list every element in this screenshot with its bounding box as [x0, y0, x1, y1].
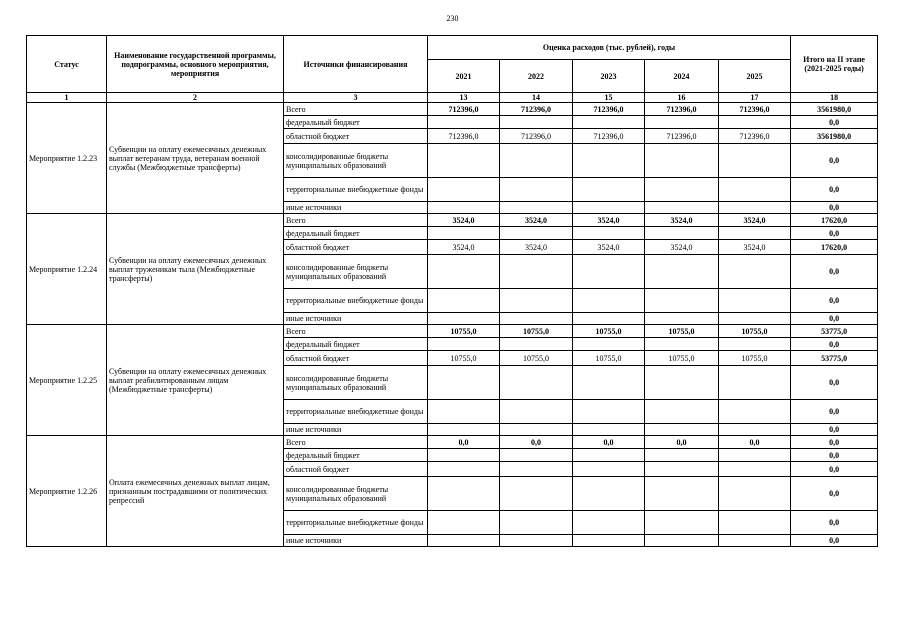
value-cell [428, 116, 500, 129]
total-cell: 0,0 [791, 313, 878, 325]
value-cell: 3524,0 [719, 214, 791, 227]
value-cell [645, 511, 719, 535]
value-cell [428, 462, 500, 477]
header-sources: Источники финансирования [284, 36, 428, 93]
value-cell: 10755,0 [428, 325, 500, 338]
funding-source-cell: федеральный бюджет [284, 227, 428, 240]
funding-source-cell: территориальные внебюджетные фонды [284, 511, 428, 535]
value-cell [719, 313, 791, 325]
value-cell [428, 511, 500, 535]
value-cell: 3524,0 [500, 240, 573, 255]
value-cell [500, 178, 573, 202]
value-cell: 3524,0 [645, 240, 719, 255]
value-cell [428, 477, 500, 511]
value-cell [428, 424, 500, 436]
value-cell [573, 511, 645, 535]
value-cell [573, 144, 645, 178]
total-cell: 0,0 [791, 338, 878, 351]
header-estimate: Оценка расходов (тыс. рублей), годы [428, 36, 791, 60]
total-cell: 0,0 [791, 255, 878, 289]
value-cell [645, 227, 719, 240]
header-name: Наименование государственной программы, подпрограммы, основного мероприятия, мероприятия [107, 36, 284, 93]
value-cell [500, 477, 573, 511]
total-cell: 0,0 [791, 462, 878, 477]
total-cell: 0,0 [791, 366, 878, 400]
value-cell [719, 144, 791, 178]
value-cell [573, 227, 645, 240]
column-number: 13 [428, 93, 500, 103]
column-numbers-row [27, 93, 878, 103]
value-cell [500, 255, 573, 289]
value-cell [500, 116, 573, 129]
value-cell [719, 477, 791, 511]
value-cell: 3524,0 [573, 240, 645, 255]
value-cell [719, 511, 791, 535]
value-cell [645, 424, 719, 436]
funding-source-cell: федеральный бюджет [284, 116, 428, 129]
value-cell [645, 289, 719, 313]
total-cell: 0,0 [791, 289, 878, 313]
value-cell: 712396,0 [573, 129, 645, 144]
value-cell [428, 338, 500, 351]
header-year: 2023 [573, 60, 645, 93]
value-cell: 10755,0 [719, 351, 791, 366]
value-cell [428, 227, 500, 240]
value-cell [719, 255, 791, 289]
value-cell: 712396,0 [428, 129, 500, 144]
measure-name-cell: Субвенции на оплату ежемесячных денежных выплат ветеранам труда, ветеранам военной службы (Межбюджетные трансферты) [107, 103, 284, 214]
funding-source-cell: консолидированные бюджеты муниципальных образований [284, 144, 428, 178]
column-number: 2 [107, 93, 284, 103]
value-cell [719, 338, 791, 351]
total-cell: 0,0 [791, 400, 878, 424]
value-cell [573, 338, 645, 351]
total-cell: 0,0 [791, 144, 878, 178]
value-cell [428, 535, 500, 547]
column-number: 17 [719, 93, 791, 103]
value-cell [500, 366, 573, 400]
table-row [27, 103, 878, 116]
value-cell [645, 449, 719, 462]
value-cell [573, 178, 645, 202]
status-cell: Мероприятие 1.2.24 [27, 214, 107, 325]
value-cell [573, 313, 645, 325]
value-cell [645, 400, 719, 424]
column-number: 14 [500, 93, 573, 103]
value-cell [500, 449, 573, 462]
value-cell [573, 462, 645, 477]
funding-source-cell: консолидированные бюджеты муниципальных образований [284, 477, 428, 511]
funding-source-cell: областной бюджет [284, 351, 428, 366]
value-cell [719, 462, 791, 477]
value-cell: 10755,0 [573, 325, 645, 338]
column-number: 16 [645, 93, 719, 103]
value-cell: 0,0 [428, 436, 500, 449]
total-cell: 0,0 [791, 227, 878, 240]
value-cell [500, 227, 573, 240]
value-cell [500, 144, 573, 178]
value-cell: 712396,0 [645, 129, 719, 144]
funding-source-cell: иные источники [284, 535, 428, 547]
total-cell: 17620,0 [791, 240, 878, 255]
total-cell: 0,0 [791, 424, 878, 436]
value-cell [719, 449, 791, 462]
measure-name-cell: Субвенции на оплату ежемесячных денежных выплат реабилитированным лицам (Межбюджетные трансферты) [107, 325, 284, 436]
funding-source-cell: иные источники [284, 424, 428, 436]
value-cell [645, 338, 719, 351]
value-cell: 712396,0 [500, 103, 573, 116]
value-cell [645, 366, 719, 400]
value-cell: 3524,0 [500, 214, 573, 227]
value-cell [645, 462, 719, 477]
value-cell [645, 255, 719, 289]
value-cell: 712396,0 [645, 103, 719, 116]
funding-source-cell: территориальные внебюджетные фонды [284, 400, 428, 424]
value-cell [428, 289, 500, 313]
total-cell: 17620,0 [791, 214, 878, 227]
value-cell [719, 424, 791, 436]
value-cell [645, 535, 719, 547]
value-cell [645, 178, 719, 202]
value-cell [573, 366, 645, 400]
page-number: 230 [446, 14, 459, 23]
funding-source-cell: консолидированные бюджеты муниципальных образований [284, 366, 428, 400]
table-row [27, 214, 878, 227]
value-cell [573, 477, 645, 511]
value-cell: 10755,0 [428, 351, 500, 366]
value-cell [500, 511, 573, 535]
funding-source-cell: Всего [284, 103, 428, 116]
value-cell: 0,0 [500, 436, 573, 449]
total-cell: 3561980,0 [791, 103, 878, 116]
value-cell: 3524,0 [719, 240, 791, 255]
value-cell: 0,0 [573, 436, 645, 449]
funding-source-cell: Всего [284, 325, 428, 338]
value-cell [573, 449, 645, 462]
value-cell: 712396,0 [428, 103, 500, 116]
value-cell [573, 289, 645, 313]
value-cell: 712396,0 [573, 103, 645, 116]
funding-source-cell: Всего [284, 436, 428, 449]
funding-source-cell: областной бюджет [284, 240, 428, 255]
value-cell: 3524,0 [645, 214, 719, 227]
table-row [27, 325, 878, 338]
column-number: 1 [27, 93, 107, 103]
status-cell: Мероприятие 1.2.26 [27, 436, 107, 547]
value-cell: 10755,0 [573, 351, 645, 366]
value-cell [645, 313, 719, 325]
value-cell [719, 178, 791, 202]
funding-source-cell: территориальные внебюджетные фонды [284, 178, 428, 202]
funding-source-cell: иные источники [284, 202, 428, 214]
header-year: 2021 [428, 60, 500, 93]
total-cell: 0,0 [791, 202, 878, 214]
status-cell: Мероприятие 1.2.25 [27, 325, 107, 436]
value-cell [573, 116, 645, 129]
value-cell [500, 313, 573, 325]
value-cell [719, 366, 791, 400]
value-cell [573, 202, 645, 214]
value-cell [719, 400, 791, 424]
measure-name-cell: Субвенции на оплату ежемесячных денежных выплат труженикам тыла (Межбюджетные трансферты) [107, 214, 284, 325]
header-total: Итого на II этапе (2021-2025 годы) [791, 36, 878, 93]
value-cell [645, 116, 719, 129]
funding-source-cell: территориальные внебюджетные фонды [284, 289, 428, 313]
value-cell: 10755,0 [500, 325, 573, 338]
value-cell: 3524,0 [428, 214, 500, 227]
value-cell [573, 255, 645, 289]
total-cell: 0,0 [791, 535, 878, 547]
funding-source-cell: федеральный бюджет [284, 449, 428, 462]
total-cell: 0,0 [791, 477, 878, 511]
value-cell [500, 462, 573, 477]
measure-name-cell: Оплата ежемесячных денежных выплат лицам, признанным пострадавшими от политических репрессий [107, 436, 284, 547]
value-cell: 0,0 [645, 436, 719, 449]
value-cell [500, 338, 573, 351]
value-cell [500, 535, 573, 547]
value-cell [719, 116, 791, 129]
funding-source-cell: иные источники [284, 313, 428, 325]
value-cell: 712396,0 [719, 129, 791, 144]
total-cell: 0,0 [791, 511, 878, 535]
value-cell [719, 202, 791, 214]
value-cell [428, 144, 500, 178]
header-status: Статус [27, 36, 107, 93]
value-cell [428, 202, 500, 214]
value-cell [428, 449, 500, 462]
value-cell [719, 535, 791, 547]
header-year: 2022 [500, 60, 573, 93]
value-cell: 712396,0 [500, 129, 573, 144]
value-cell: 10755,0 [719, 325, 791, 338]
header-year: 2025 [719, 60, 791, 93]
value-cell [428, 255, 500, 289]
value-cell [428, 313, 500, 325]
total-cell: 53775,0 [791, 325, 878, 338]
total-cell: 3561980,0 [791, 129, 878, 144]
total-cell: 0,0 [791, 449, 878, 462]
value-cell: 10755,0 [500, 351, 573, 366]
column-number: 3 [284, 93, 428, 103]
header-year: 2024 [645, 60, 719, 93]
value-cell [719, 227, 791, 240]
total-cell: 0,0 [791, 116, 878, 129]
value-cell [428, 400, 500, 424]
table-row [27, 436, 878, 449]
value-cell [573, 400, 645, 424]
value-cell: 712396,0 [719, 103, 791, 116]
total-cell: 0,0 [791, 178, 878, 202]
value-cell [500, 289, 573, 313]
funding-source-cell: консолидированные бюджеты муниципальных образований [284, 255, 428, 289]
value-cell [573, 424, 645, 436]
value-cell [645, 202, 719, 214]
funding-source-cell: федеральный бюджет [284, 338, 428, 351]
value-cell: 0,0 [719, 436, 791, 449]
value-cell [500, 202, 573, 214]
total-cell: 0,0 [791, 436, 878, 449]
value-cell: 3524,0 [428, 240, 500, 255]
value-cell: 10755,0 [645, 351, 719, 366]
value-cell [500, 400, 573, 424]
expense-table [26, 35, 878, 547]
total-cell: 53775,0 [791, 351, 878, 366]
column-number: 15 [573, 93, 645, 103]
value-cell [719, 289, 791, 313]
funding-source-cell: областной бюджет [284, 462, 428, 477]
status-cell: Мероприятие 1.2.23 [27, 103, 107, 214]
column-number: 18 [791, 93, 878, 103]
value-cell [428, 178, 500, 202]
value-cell [573, 535, 645, 547]
value-cell [428, 366, 500, 400]
funding-source-cell: Всего [284, 214, 428, 227]
funding-source-cell: областной бюджет [284, 129, 428, 144]
value-cell [500, 424, 573, 436]
value-cell [645, 477, 719, 511]
value-cell: 10755,0 [645, 325, 719, 338]
value-cell: 3524,0 [573, 214, 645, 227]
value-cell [645, 144, 719, 178]
